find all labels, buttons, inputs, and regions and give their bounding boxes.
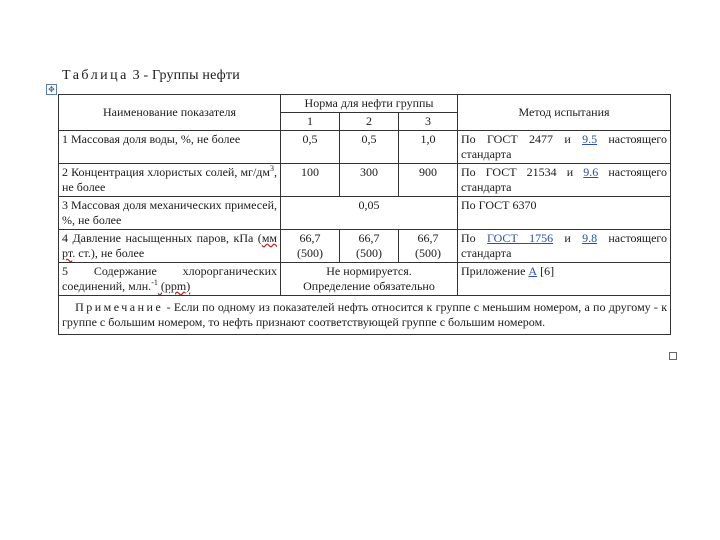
header-norm: Норма для нефти группы (281, 95, 458, 113)
row-2-name-suffix: , не более (62, 165, 277, 194)
row-4-value-2-mm: (500) (356, 246, 382, 260)
row-4-value-1-kpa: 66,7 (299, 231, 321, 245)
row-4-name (59, 230, 281, 263)
row-1-method (458, 131, 671, 164)
oil-groups-table (58, 94, 671, 335)
row-2-value-2: 300 (340, 164, 399, 197)
row-4-value-1 (281, 230, 340, 263)
row-1-method-text: По ГОСТ 2477 и (461, 132, 583, 146)
note-text: - Если по одному из показателей нефть относится к группе с меньшим номером, а по другому - к группе с большим номером, то нефть признают соответствующей группе с большим номером. (62, 300, 668, 329)
row-3-method: По ГОСТ 6370 (458, 197, 671, 230)
row-1-value-2: 0,5 (340, 131, 399, 164)
table-row (59, 230, 671, 263)
table-title (62, 68, 240, 84)
row-3-name: 3 Массовая доля механических примесей, %, не более (59, 197, 281, 230)
row-2-method-link[interactable]: 9.6 (583, 165, 599, 179)
table-header-row (59, 95, 671, 113)
row-4-value-3-mm: (500) (415, 246, 441, 260)
row-4-value-1-mm: (500) (297, 246, 323, 260)
row-1-name: 1 Массовая доля воды, %, не более (59, 131, 281, 164)
table-note-row (59, 296, 671, 335)
table-title-rest: 3 - Группы нефти (128, 68, 240, 83)
header-group-2: 2 (340, 113, 399, 131)
row-5-name (59, 263, 281, 296)
row-5-name-sup: -1 (151, 278, 158, 287)
row-4-name-squiggle: мм рт (62, 231, 277, 260)
row-1-value-1: 0,5 (281, 131, 340, 164)
header-method: Метод испытания (458, 95, 671, 131)
table-row (59, 263, 671, 296)
row-5-method-text: Приложение (461, 264, 529, 278)
row-2-method-text: По ГОСТ 21534 и (461, 165, 584, 179)
row-2-method (458, 164, 671, 197)
header-group-1: 1 (281, 113, 340, 131)
row-4-name-text: 4 Давление насыщенных паров, кПа ( (62, 231, 262, 245)
note-word: Примечание (75, 300, 164, 314)
row-4-method-text: По (461, 231, 487, 245)
row-2-name-text: 2 Концентрация хлористых солей, мг/дм (62, 165, 270, 179)
row-5-value-line-2: Определение обязательно (303, 279, 435, 293)
row-4-value-3-kpa: 66,7 (417, 231, 439, 245)
header-group-3: 3 (399, 113, 458, 131)
row-5-method-suffix: [6] (537, 264, 555, 278)
row-1-value-3: 1,0 (399, 131, 458, 164)
row-4-name-suffix: . ст.), не более (72, 246, 145, 260)
row-5-method (458, 263, 671, 296)
row-2-name (59, 164, 281, 197)
header-indicator: Наименование показателя (59, 95, 281, 131)
row-2-method-suffix: настоящего стандарта (461, 165, 668, 194)
row-4-value-2 (340, 230, 399, 263)
row-5-name-text: 5 Содержание хлорорганических соединений, млн. (62, 264, 277, 293)
row-4-method-link-gost[interactable]: ГОСТ 1756 (486, 231, 554, 245)
row-2-value-3: 900 (399, 164, 458, 197)
table-row (59, 164, 671, 197)
row-5-value (281, 263, 458, 296)
row-1-method-suffix: настоящего стандарта (461, 132, 668, 161)
table-row (59, 197, 671, 230)
row-2-name-sup: 3 (270, 164, 274, 173)
resize-handle-icon[interactable] (669, 352, 677, 360)
row-5-value-line-1: Не нормируется. (326, 264, 412, 278)
row-4-method-mid: и (553, 231, 583, 245)
row-3-value: 0,05 (281, 197, 458, 230)
row-2-value-1: 100 (281, 164, 340, 197)
row-4-value-3 (399, 230, 458, 263)
row-4-method-suffix: настоящего стандарта (461, 231, 668, 260)
row-5-method-link[interactable]: А (528, 264, 538, 278)
move-handle-icon[interactable]: ✥ (46, 84, 57, 95)
row-5-name-suffix: (ppm) (157, 279, 191, 293)
table-row (59, 131, 671, 164)
row-4-value-2-kpa: 66,7 (358, 231, 380, 245)
table-note (59, 296, 671, 335)
row-1-method-link[interactable]: 9.5 (582, 132, 598, 146)
table-title-word: Таблица (62, 68, 129, 83)
row-4-method-link[interactable]: 9.8 (582, 231, 598, 245)
row-4-method (458, 230, 671, 263)
